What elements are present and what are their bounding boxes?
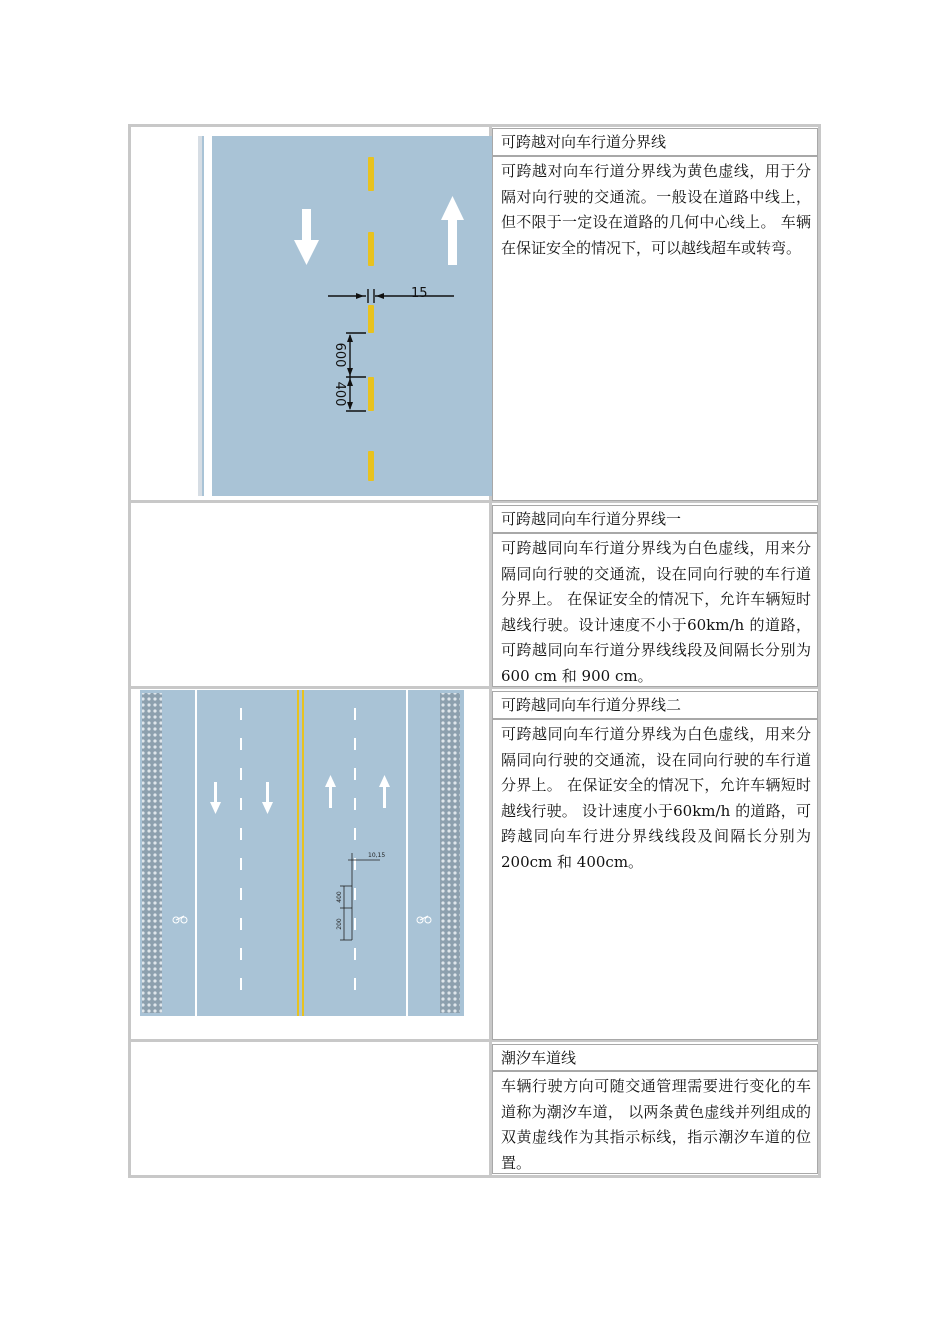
left-edge-line bbox=[195, 690, 197, 1016]
row1-description: 可跨越对向车行道分界线为黄色虚线，用于分隔对向行驶的交通流。一般设在道路中线上，但不限于一定设在道路的几何中心线上。 车辆在保证安全的情况下，可以越线超车或转弯。 bbox=[501, 162, 811, 257]
dimension-dash-label: 400 bbox=[332, 381, 347, 407]
row3-title-cell bbox=[492, 691, 818, 719]
left-sidewalk bbox=[142, 693, 162, 1013]
right-edge-line bbox=[406, 690, 408, 1016]
row1-title-cell bbox=[492, 128, 818, 156]
row1-desc-cell bbox=[492, 156, 818, 501]
row2-title-cell bbox=[492, 505, 818, 533]
row2-title: 可跨越同向车行道分界线一 bbox=[501, 510, 682, 528]
dimension-gap-label: 400 bbox=[336, 891, 343, 903]
row4-desc-cell bbox=[492, 1071, 818, 1174]
dimension-width-label: 10,15 bbox=[368, 852, 386, 859]
center-yellow-line bbox=[297, 690, 299, 1016]
row3-description: 可跨越同向车行道分界线为白色虚线，用来分隔同向行驶的交通流，设在同向行驶的车行道分界上。 在保证安全的情况下，允许车辆短时越线行驶。 设计速度小于60km/h 的道路，可跨越同向车行进分界线线段及间隔长分别为 200cm 和 400cm。 bbox=[501, 725, 811, 871]
edge-line bbox=[204, 136, 212, 496]
row3-desc-cell bbox=[492, 719, 818, 1040]
dimension-gap-label: 600 bbox=[332, 342, 347, 368]
dimension-dash-label: 200 bbox=[336, 918, 343, 930]
figure-same-direction-lane-divider bbox=[140, 690, 464, 1016]
row2-description: 可跨越同向车行道分界线为白色虚线，用来分隔同向行驶的交通流，设在同向行驶的车行道分界上。 在保证安全的情况下，允许车辆短时越线行驶。设计速度不小于60km/h 的道路，可跨越同向车行道分界线线段及间隔长分别为 600 cm 和 900 cm。 bbox=[501, 539, 811, 685]
row2-desc-cell bbox=[492, 533, 818, 687]
row4-title-cell bbox=[492, 1044, 818, 1071]
row1-title: 可跨越对向车行道分界线 bbox=[501, 133, 667, 151]
figure-opposing-lane-divider bbox=[178, 133, 494, 497]
row4-description: 车辆行驶方向可随交通管理需要进行变化的车道称为潮汐车道， 以两条黄色虚线并列组成的双黄虚线作为其指示标线，指示潮汐车道的位置。 bbox=[501, 1077, 811, 1172]
row3-title: 可跨越同向车行道分界线二 bbox=[501, 696, 682, 714]
dimension-width-label: 15 bbox=[411, 286, 428, 301]
road-surface bbox=[198, 136, 494, 496]
row4-title: 潮汐车道线 bbox=[501, 1049, 577, 1067]
right-sidewalk bbox=[440, 693, 460, 1013]
